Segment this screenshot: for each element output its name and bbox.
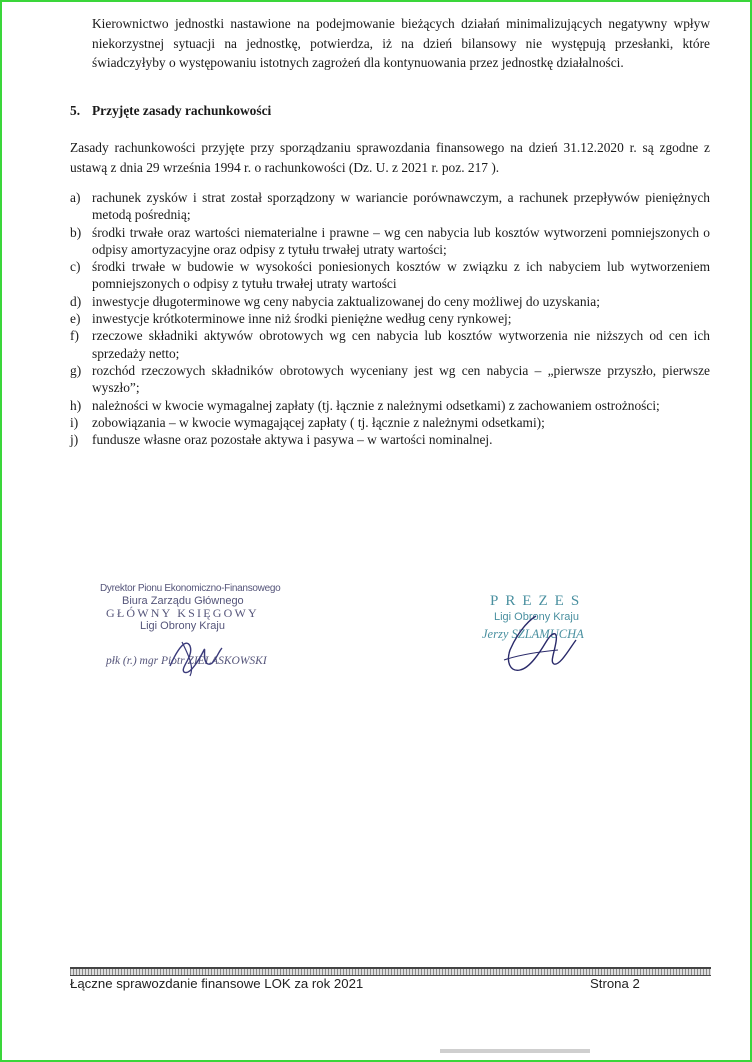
- chief-accountant-stamp: [100, 583, 310, 667]
- list-item: [70, 258, 710, 293]
- list-item-text: rzeczowe składniki aktywów obrotowych wg cen nabycia lub kosztów wytworzenia nie niższych od cen ich sprzedaży netto;: [92, 328, 710, 361]
- page-number: Strona 2: [590, 976, 640, 991]
- footer-rule: [70, 967, 711, 976]
- list-marker: i): [70, 414, 79, 430]
- list-item: [70, 414, 710, 431]
- list-item: [70, 327, 710, 362]
- list-marker: g): [70, 362, 82, 378]
- list-item-text: należności w kwocie wymagalnej zapłaty (tj. łącznie z należnymi odsetkami) z zachowaniem ostrożności;: [92, 397, 660, 413]
- list-item: [70, 431, 710, 448]
- list-item-text: inwestycje krótkoterminowe inne niż środki pieniężne według ceny rynkowej;: [92, 311, 512, 327]
- list-marker: b): [70, 224, 82, 240]
- signature-right: [496, 612, 586, 674]
- stamp-line: Ligi Obrony Kraju: [140, 620, 225, 632]
- list-item-text: fundusze własne oraz pozostałe aktywa i pasywa – w wartości nominalnej.: [92, 432, 493, 448]
- list-item: [70, 224, 710, 259]
- section-title: Przyjęte zasady rachunkowości: [92, 103, 272, 118]
- policy-intro-text: Zasady rachunkowości przyjęte przy sporządzaniu sprawozdania finansowego na dzień 31.12.2020 r. są zgodne z ustawą z dnia 29 września 1994 r. o rachunkowości (Dz. U. z 2021 r. poz. 217 ).: [70, 140, 710, 175]
- footer-title: Łączne sprawozdanie finansowe LOK za rok 2021: [70, 976, 364, 991]
- list-item-text: rozchód rzeczowych składników obrotowych wyceniany jest wg cen nabycia – „pierwsze przyszło, pierwsze wyszło”;: [92, 362, 710, 396]
- section-number: 5.: [70, 103, 81, 118]
- list-marker: e): [70, 311, 81, 327]
- list-marker: j): [70, 432, 79, 448]
- list-item: [70, 397, 710, 414]
- list-marker: c): [70, 259, 81, 275]
- list-item: [70, 189, 710, 224]
- stamp-line: Biura Zarządu Głównego: [122, 595, 244, 607]
- list-marker: a): [70, 190, 81, 205]
- intro-paragraph: Kierownictwo jednostki nastawione na podejmowanie bieżących działań minimalizujących negatywny wpływ niekorzystnej sytuacji na jednostkę, potwierdza, iż na dzień bilansowy nie występują przesłanki, które świadczyłyby o występowaniu istotnych zagrożeń dla kontynuowania przez jednostkę działalności.: [92, 16, 710, 70]
- list-item: [70, 293, 710, 310]
- list-item-text: środki trwałe oraz wartości niematerialne i prawne – wg cen nabycia lub kosztów wytworzeni pomniejszonych o odpisy amortyzacyjne oraz odpisy z tytułu trwałej utraty wartości;: [92, 224, 710, 257]
- list-marker: h): [70, 397, 82, 413]
- list-item-text: rachunek zysków i strat został sporządzony w wariancie porównawczym, a rachunek przepływów pieniężnych metodą pośrednią;: [92, 190, 710, 223]
- list-item: [70, 310, 710, 327]
- list-marker: f): [70, 328, 79, 344]
- signatory-name: płk (r.) mgr Piotr ZIELASKOWSKI: [106, 655, 267, 667]
- list-marker: d): [70, 293, 82, 309]
- signature-left: [160, 628, 230, 678]
- stamp-org: Ligi Obrony Kraju: [494, 611, 579, 623]
- section-heading: [70, 101, 670, 120]
- signatory-name: Jerzy SZLAMUCHA: [482, 627, 584, 641]
- policy-list: [70, 189, 710, 448]
- stamp-title: PREZES: [490, 593, 587, 609]
- stamp-line: Dyrektor Pionu Ekonomiczno-Finansowego: [100, 583, 281, 594]
- stamp-line: GŁÓWNY KSIĘGOWY: [106, 606, 259, 620]
- scan-mark: [440, 1049, 590, 1053]
- list-item-text: inwestycje długoterminowe wg ceny nabycia zaktualizowanej do ceny możliwej do uzyskania;: [92, 293, 600, 309]
- list-item: [70, 362, 710, 397]
- list-item-text: zobowiązania – w kwocie wymagającej zapłaty ( tj. łącznie z należnymi odsetkami);: [92, 414, 545, 430]
- list-item-text: środki trwałe w budowie w wysokości poniesionych kosztów w związku z ich nabyciem lub wytworzeniem pomniejszonych o odpisy z tytułu trwałej utraty wartości: [92, 259, 710, 292]
